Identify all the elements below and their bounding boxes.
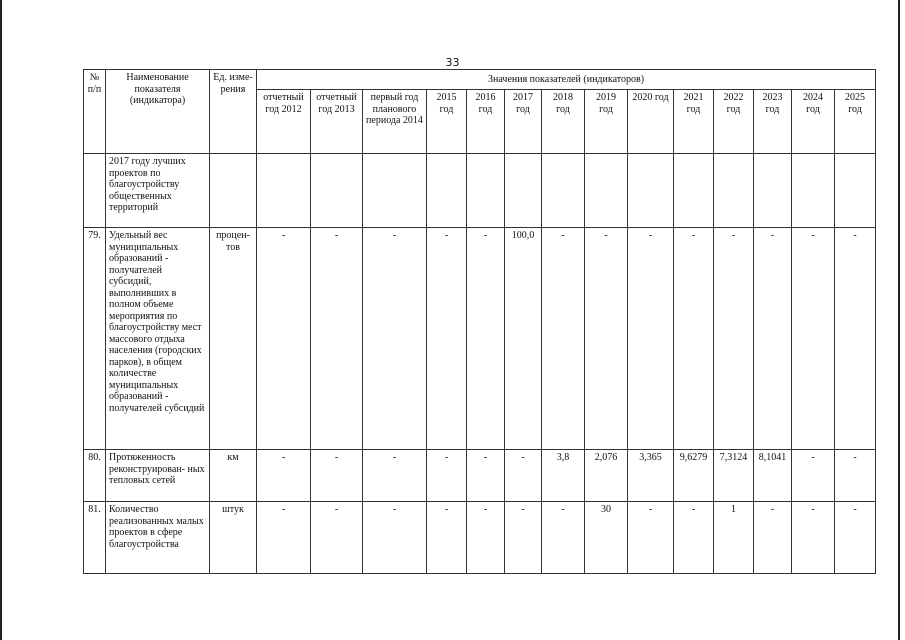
indicator-unit: штук	[210, 502, 257, 574]
value-cell	[628, 154, 674, 228]
indicators-table	[83, 69, 876, 574]
value-cell: -	[542, 502, 585, 574]
value-cell: -	[427, 450, 467, 502]
value-cell	[363, 154, 427, 228]
value-cell: -	[427, 502, 467, 574]
value-cell: 8,1041	[754, 450, 792, 502]
page-number: 33	[445, 56, 460, 69]
header-values-group: Значения показателей (индикаторов)	[257, 70, 876, 90]
indicator-name: Удельный вес муниципальных образований - получателей субсидий, выполнивших в полном объеме мероприятия по благоустройству мест массового отдыха населения (городских парков), в общем количестве муниципальных образований - получателей субсидий	[106, 228, 210, 450]
value-cell: -	[628, 502, 674, 574]
value-cell: -	[792, 450, 835, 502]
value-cell: -	[542, 228, 585, 450]
value-cell	[754, 154, 792, 228]
indicator-name: Количество реализованных малых проектов в сфере благоустройства	[106, 502, 210, 574]
header-year: 2023 год	[754, 90, 792, 154]
header-number: № п/п	[84, 70, 106, 154]
value-cell	[505, 154, 542, 228]
header-year: первый год планового периода 2014	[363, 90, 427, 154]
value-cell: -	[467, 228, 505, 450]
value-cell: -	[754, 228, 792, 450]
header-year: 2017 год	[505, 90, 542, 154]
value-cell: -	[714, 228, 754, 450]
scan-left-edge	[0, 0, 2, 640]
value-cell: -	[835, 450, 876, 502]
value-cell: 3,365	[628, 450, 674, 502]
value-cell	[792, 154, 835, 228]
header-year: 2018 год	[542, 90, 585, 154]
value-cell: 9,6279	[674, 450, 714, 502]
value-cell: -	[585, 228, 628, 450]
indicator-name: Протяженность реконструирован- ных тепловых сетей	[106, 450, 210, 502]
value-cell: 100,0	[505, 228, 542, 450]
value-cell: -	[835, 228, 876, 450]
value-cell	[835, 154, 876, 228]
header-year: 2025 год	[835, 90, 876, 154]
value-cell: -	[505, 450, 542, 502]
value-cell: -	[754, 502, 792, 574]
value-cell: 1	[714, 502, 754, 574]
header-year: 2019 год	[585, 90, 628, 154]
value-cell: -	[257, 450, 311, 502]
value-cell: -	[363, 228, 427, 450]
value-cell: -	[467, 450, 505, 502]
value-cell: -	[792, 502, 835, 574]
row-number: 80.	[84, 450, 106, 502]
header-year: 2021 год	[674, 90, 714, 154]
header-name: Наименование показателя (индикатора)	[106, 70, 210, 154]
value-cell: -	[363, 450, 427, 502]
header-year: 2022 год	[714, 90, 754, 154]
indicator-unit	[210, 154, 257, 228]
value-cell: -	[363, 502, 427, 574]
value-cell: -	[674, 228, 714, 450]
value-cell	[427, 154, 467, 228]
header-year: 2016 год	[467, 90, 505, 154]
value-cell	[714, 154, 754, 228]
header-year: 2024 год	[792, 90, 835, 154]
value-cell: -	[311, 228, 363, 450]
value-cell: -	[257, 228, 311, 450]
indicator-unit: км	[210, 450, 257, 502]
table-row	[84, 450, 876, 502]
value-cell: -	[311, 502, 363, 574]
header-year: 2015 год	[427, 90, 467, 154]
value-cell	[674, 154, 714, 228]
value-cell: -	[505, 502, 542, 574]
value-cell: -	[427, 228, 467, 450]
value-cell: -	[674, 502, 714, 574]
row-number: 81.	[84, 502, 106, 574]
value-cell: -	[311, 450, 363, 502]
header-unit: Ед. изме- рения	[210, 70, 257, 154]
value-cell	[467, 154, 505, 228]
value-cell: -	[467, 502, 505, 574]
value-cell: 30	[585, 502, 628, 574]
header-year: 2020 год	[628, 90, 674, 154]
value-cell: 2,076	[585, 450, 628, 502]
row-number: 79.	[84, 228, 106, 450]
value-cell: -	[257, 502, 311, 574]
value-cell	[257, 154, 311, 228]
table-row	[84, 154, 876, 228]
value-cell	[311, 154, 363, 228]
indicator-name: 2017 году лучших проектов по благоустройству общественных территорий	[106, 154, 210, 228]
row-number	[84, 154, 106, 228]
value-cell	[542, 154, 585, 228]
table-row	[84, 228, 876, 450]
value-cell: -	[628, 228, 674, 450]
header-year: отчетный год 2012	[257, 90, 311, 154]
indicator-unit: процен- тов	[210, 228, 257, 450]
value-cell: 3,8	[542, 450, 585, 502]
value-cell: 7,3124	[714, 450, 754, 502]
value-cell: -	[792, 228, 835, 450]
value-cell: -	[835, 502, 876, 574]
scan-right-edge	[898, 0, 900, 640]
table-row	[84, 502, 876, 574]
header-year: отчетный год 2013	[311, 90, 363, 154]
value-cell	[585, 154, 628, 228]
